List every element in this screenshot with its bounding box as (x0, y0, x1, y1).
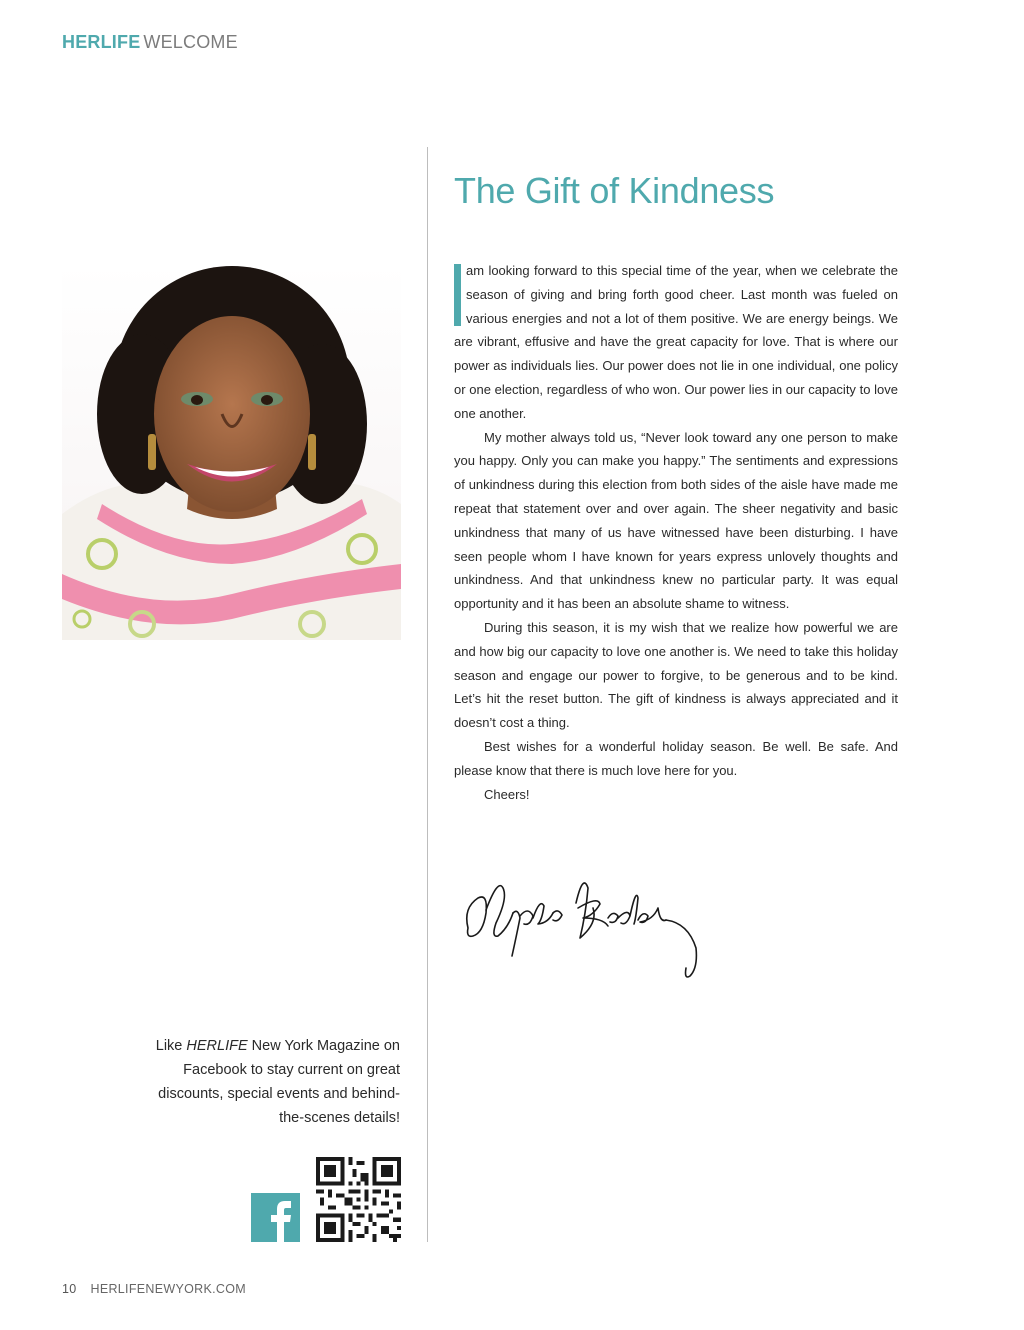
facebook-icon[interactable] (251, 1193, 300, 1242)
brand-label: HERLIFE (62, 32, 141, 52)
article-paragraph (454, 259, 898, 426)
promo-brand: HERLIFE (186, 1038, 248, 1054)
page-number: 10 (62, 1282, 77, 1296)
promo-prefix: Like (155, 1038, 187, 1054)
article-body (454, 259, 898, 806)
article-paragraph: During this season, it is my wish that we realize how powerful we are and how big our capacity to love one another is. We need to take this holiday season and engage our power to forgive, to be generous and to be kind. Let’s hit the reset button. The gift of kindness is always appreciated and it doesn’t cost a thing. (454, 619, 898, 731)
promo-text: New York Magazine on Facebook to stay current on great discounts, special events and behind-the-scenes details! (158, 1038, 400, 1126)
article-paragraph: Best wishes for a wonderful holiday season. Be well. Be safe. And please know that there is much love here for you. (454, 738, 898, 778)
paragraph-text: am looking forward to this special time of the year, when we celebrate the season of giving and bring forth good cheer. Last month was fueled on various energies and not a lot of them positive. We are energy beings. We are vibrant, effusive and have the great capacity for love. That is where our power as individuals lies. Our power does not lie in one individual, one policy or one election, regardless of who won. Our power lies in our capacity to love one another. (454, 263, 898, 421)
drop-cap-bar (454, 264, 461, 326)
signature (458, 868, 698, 980)
section-label: WELCOME (143, 32, 238, 52)
author-photo (62, 264, 401, 640)
closing-line: Cheers! (484, 786, 530, 802)
article-paragraph: My mother always told us, “Never look toward any one person to make you happy. Only you can make you happy.” The sentiments and expressions of unkindness during this election from both sides of the aisle have made me repeat that statement over and over again. The sheer negativity and basic unkindness that many of us have witnessed have been disturbing. I have seen people whom I have known for years express unlovely thoughts and unkindness. And that unkindness knew no particular party. It was equal opportunity and it has been an absolute shame to witness. (454, 429, 898, 612)
column-divider (427, 147, 428, 1242)
facebook-promo (150, 1034, 400, 1130)
section-header (62, 32, 238, 53)
footer-url[interactable]: HERLIFENEWYORK.COM (90, 1282, 246, 1296)
article-title: The Gift of Kindness (454, 170, 775, 211)
page-footer (62, 1282, 246, 1296)
qr-code-icon[interactable] (316, 1157, 401, 1242)
